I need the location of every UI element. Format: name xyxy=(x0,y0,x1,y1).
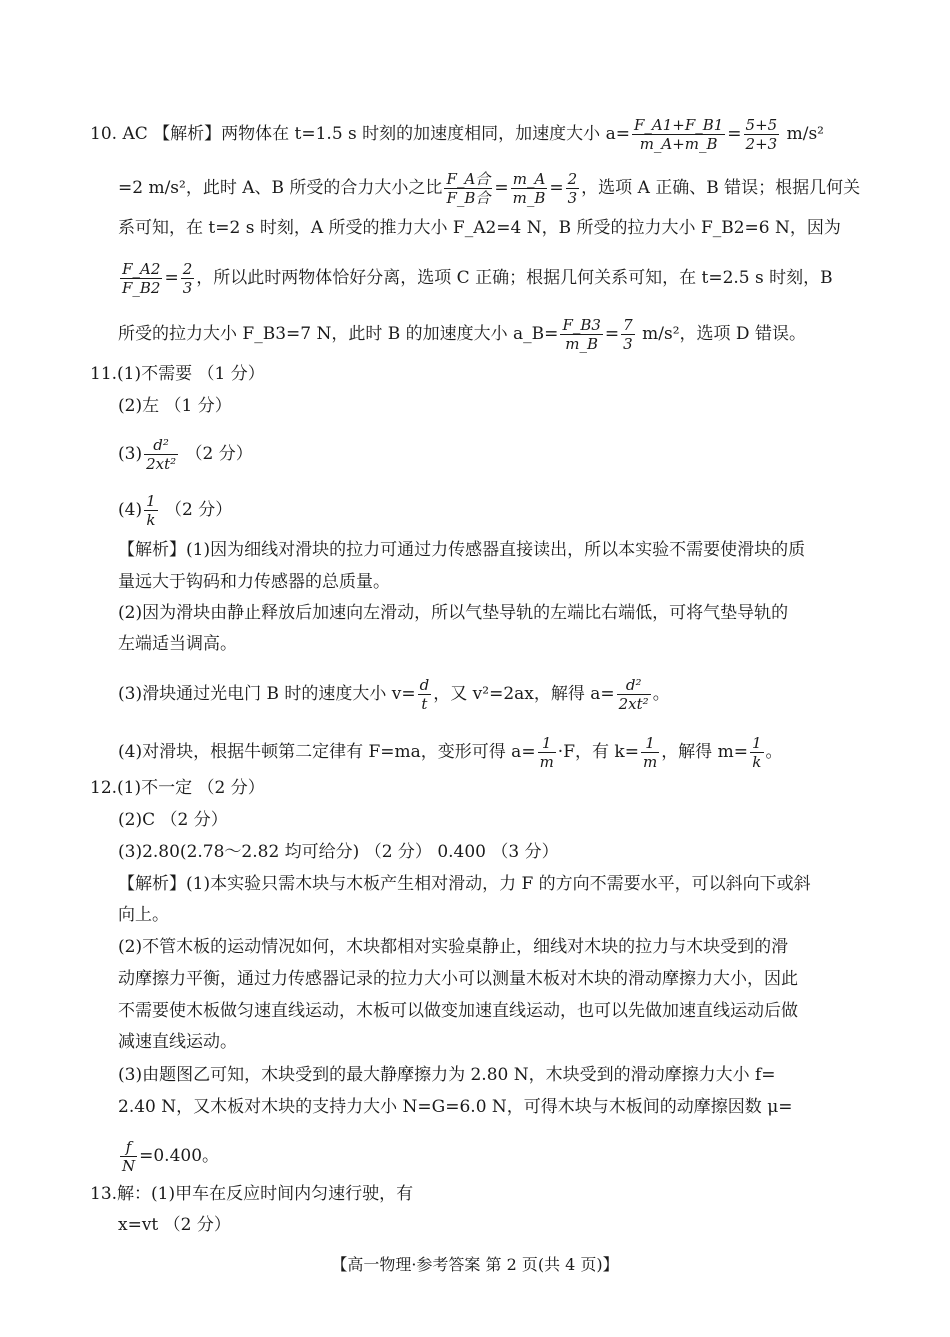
fraction: $\frac{1}{k}$ xyxy=(751,734,762,771)
q11-explain-3: (2)因为滑块由静止释放后加速向左滑动，所以气垫导轨的左端比右端低，可将气垫导轨的 xyxy=(118,603,789,623)
q11-answer-1: 11.(1)不需要 （1 分） xyxy=(90,364,265,384)
fraction: $\frac{1}{m}$ xyxy=(539,734,554,771)
fraction: $\frac{F\_A2}{F\_B2}$ xyxy=(122,260,161,297)
q10-line1: 10. AC 【解析】两物体在 t=1.5 s 时刻的加速度相同，加速度大小 a= $\frac{F\_A1+F\_B1}{m\_A+m\_B}$ = $\frac{5+5}{2+3}$ m/s² xyxy=(90,116,824,153)
q12-explain-4: 动摩擦力平衡，通过力传感器记录的拉力大小可以测量木板对木块的滑动摩擦力大小，因此 xyxy=(118,969,798,989)
q11-explain-4: 左端适当调高。 xyxy=(118,634,237,654)
q13-line1: 13.解：(1)甲车在反应时间内匀速行驶，有 xyxy=(90,1184,414,1204)
q11-answer-2: (2)左 （1 分） xyxy=(118,396,232,416)
q12-explain-1: 【解析】(1)本实验只需木块与木板产生相对滑动，力 F 的方向不需要水平，可以斜向下或斜 xyxy=(118,874,811,894)
q11-answer-4: (4) $\frac{1}{k}$ （2 分） xyxy=(118,492,233,529)
q12-explain-6: 减速直线运动。 xyxy=(118,1032,237,1052)
q12-answer-2: (2)C （2 分） xyxy=(118,810,228,830)
fraction: $\frac{5+5}{2+3}$ xyxy=(745,116,778,153)
fraction: $\frac{f}{N}$ xyxy=(122,1138,136,1175)
fraction: $\frac{2}{3}$ xyxy=(567,170,578,207)
q11-explain-5: (3)滑块通过光电门 B 时的速度大小 v= $\frac{d}{t}$ ，又 v²=2ax，解得 a= $\frac{\text{d²}}{\text{2xt²}}$ 。 xyxy=(118,676,670,713)
q11-explain-2: 量远大于钩码和力传感器的总质量。 xyxy=(118,572,390,592)
fraction: $\frac{\text{F\_A合}}{\text{F\_B合}}$ xyxy=(446,170,491,207)
q10-line2: =2 m/s²，此时 A、B 所受的合力大小之比 $\frac{\text{F\_A合}}{\text{F\_B合}}$ = $\frac{m\_A}{m\_B}$ = $\frac{2}{3}$ ，选项 A 正确、B 错误；根据几何关 xyxy=(118,170,861,207)
fraction: $\frac{F\_A1+F\_B1}{m\_A+m\_B}$ xyxy=(633,116,724,153)
page-footer: 【高一物理·参考答案 第 2 页(共 4 页)】 xyxy=(331,1255,619,1274)
fraction: $\frac{\text{d²}}{\text{2xt²}}$ xyxy=(146,436,177,473)
q13-line2: x=vt （2 分） xyxy=(118,1215,231,1235)
q12-explain-3: (2)不管木板的运动情况如何，木块都相对实验桌静止，细线对木块的拉力与木块受到的滑 xyxy=(118,937,789,957)
fraction: $\frac{1}{k}$ xyxy=(146,492,156,529)
fraction: $\frac{1}{m}$ xyxy=(642,734,658,771)
q10-line5: 所受的拉力大小 F_B3=7 N，此时 B 的加速度大小 a_B= $\frac{F\_B3}{m\_B}$ = $\frac{7}{3}$ m/s²，选项 D 错误。 xyxy=(118,316,806,353)
q12-explain-5: 不需要使木板做匀速直线运动，木板可以做变加速直线运动，也可以先做加速直线运动后做 xyxy=(118,1001,798,1021)
q12-explain-9: $\frac{f}{N}$ =0.400。 xyxy=(122,1138,220,1175)
fraction: $\frac{7}{3}$ xyxy=(623,316,633,353)
q12-answer-3: (3)2.80(2.78～2.82 均可给分) （2 分） 0.400 （3 分） xyxy=(118,842,559,862)
fraction: $\frac{d}{t}$ xyxy=(419,676,430,713)
q11-explain-6: (4)对滑块，根据牛顿第二定律有 F=ma，变形可得 a= $\frac{1}{m}$ ·F，有 k= $\frac{1}{m}$ ，解得 m= $\frac{1}{k}$ 。 xyxy=(118,734,783,771)
fraction: $\frac{\text{d²}}{\text{2xt²}}$ xyxy=(618,676,649,713)
q11-explain-1: 【解析】(1)因为细线对滑块的拉力可通过力传感器直接读出，所以本实验不需要使滑块的质 xyxy=(118,540,806,560)
q12-explain-7: (3)由题图乙可知，木块受到的最大静摩擦力为 2.80 N，木块受到的滑动摩擦力大小 f= xyxy=(118,1065,776,1085)
fraction: $\frac{m\_A}{m\_B}$ xyxy=(512,170,546,207)
fraction: $\frac{F\_B3}{m\_B}$ xyxy=(562,316,601,353)
q11-answer-3: (3) $\frac{\text{d²}}{\text{2xt²}}$ （2 分） xyxy=(118,436,253,473)
q12-explain-2: 向上。 xyxy=(118,905,169,925)
fraction: $\frac{2}{3}$ xyxy=(182,260,193,297)
q12-answer-1: 12.(1)不一定 （2 分） xyxy=(90,778,265,798)
q10-line4: $\frac{F\_A2}{F\_B2}$ = $\frac{2}{3}$ ，所以此时两物体恰好分离，选项 C 正确；根据几何关系可知，在 t=2.5 s 时刻，B xyxy=(122,260,833,297)
q12-explain-8: 2.40 N，又木板对木块的支持力大小 N=G=6.0 N，可得木块与木板间的动摩擦因数 μ= xyxy=(118,1097,793,1117)
q10-line3: 系可知，在 t=2 s 时刻，A 所受的推力大小 F_A2=4 N，B 所受的拉力大小 F_B2=6 N，因为 xyxy=(118,218,841,238)
